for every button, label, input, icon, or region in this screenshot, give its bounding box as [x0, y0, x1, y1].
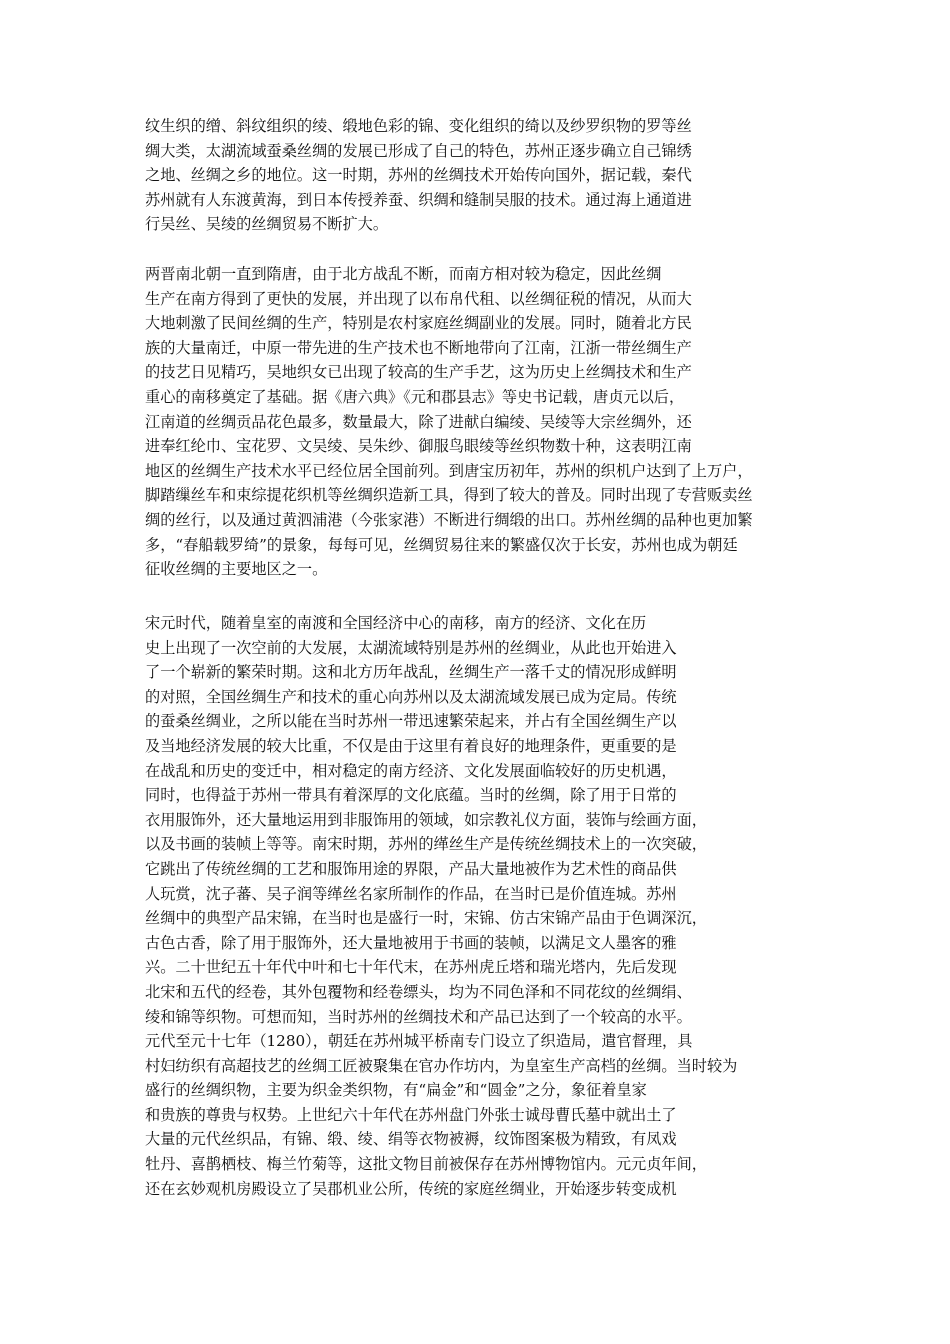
- text-line: 宋元时代，随着皇室的南渡和全国经济中心的南移，南方的经济、文化在历: [145, 614, 647, 632]
- text-line: 多，“春船载罗绮”的景象，每每可见，丝绸贸易往来的繁盛仅次于长安，苏州也成为朝廷: [145, 535, 738, 554]
- text-line: 牡丹、喜鹊栖枝、梅兰竹菊等，这批文物目前被保存在苏州博物馆内。元元贞年间，: [145, 1155, 707, 1174]
- paragraph-3: [145, 611, 810, 1201]
- text-line: 之地、丝绸之乡的地位。这一时期，苏州的丝绸技术开始传向国外，据记载，秦代: [145, 166, 692, 185]
- text-line: 在战乱和历史的变迁中，相对稳定的南方经济、文化发展面临较好的历史机遇，: [145, 761, 677, 780]
- text-line: 的蚕桑丝绸业，之所以能在当时苏州一带迅速繁荣起来，并占有全国丝绸生产以: [145, 712, 677, 731]
- text-line: 大地刺激了民间丝绸的生产，特别是农村家庭丝绸副业的发展。同时，随着北方民: [145, 314, 692, 333]
- text-line: 族的大量南迁，中原一带先进的生产技术也不断地带向了江南，江浙一带丝绸生产: [145, 338, 692, 357]
- text-line: 行吴丝、吴绫的丝绸贸易不断扩大。: [145, 215, 388, 234]
- text-line: 村妇纺织有高超技艺的丝绸工匠被聚集在官办作坊内，为皇室生产高档的丝绸。当时较为: [145, 1056, 738, 1075]
- text-line: 同时，也得益于苏州一带具有着深厚的文化底蕴。当时的丝绸，除了用于日常的: [145, 786, 677, 805]
- text-line: 盛行的丝绸织物，主要为织金类织物，有“扁金”和“圆金”之分，象征着皇家: [145, 1081, 647, 1100]
- text-line: 纹生织的缯、斜纹组织的绫、缎地色彩的锦、变化组织的绮以及纱罗织物的罗等丝: [145, 117, 692, 135]
- text-line: 地区的丝绸生产技术水平已经位居全国前列。到唐宝历初年，苏州的织机户达到了上万户，: [145, 461, 753, 480]
- text-line: 人玩赏，沈子蕃、吴子润等缂丝名家所制作的作品，在当时已是价值连城。苏州: [145, 884, 677, 903]
- text-line: 绸的丝行，以及通过黄泗浦港（今张家港）不断进行绸缎的出口。苏州丝绸的品种也更加繁: [145, 510, 753, 529]
- text-line: 兴。二十世纪五十年代中叶和七十年代末，在苏州虎丘塔和瑞光塔内，先后发现: [145, 958, 677, 977]
- text-line: 两晋南北朝一直到隋唐，由于北方战乱不断，而南方相对较为稳定，因此丝绸: [145, 265, 662, 283]
- text-line: 及当地经济发展的较大比重，不仅是由于这里有着良好的地理条件，更重要的是: [145, 736, 677, 755]
- text-line: 以及书画的装帧上等等。南宋时期，苏州的缂丝生产是传统丝绸技术上的一次突破，: [145, 835, 707, 854]
- text-line: 征收丝绸的主要地区之一。: [145, 560, 328, 579]
- text-line: 进奉红纶巾、宝花罗、文吴绫、吴朱纱、御服鸟眼绫等丝织物数十种，这表明江南: [145, 437, 692, 456]
- text-line: 绫和锦等织物。可想而知，当时苏州的丝绸技术和产品已达到了一个较高的水平。: [145, 1007, 692, 1026]
- text-line: 苏州就有人东渡黄海，到日本传授养蚕、织绸和缝制吴服的技术。通过海上通道进: [145, 190, 692, 209]
- text-line: 大量的元代丝织品，有锦、缎、绫、绢等衣物被褥，纹饰图案极为精致，有凤戏: [145, 1130, 677, 1149]
- text-line: 元代至元十七年（1280），朝廷在苏州城平桥南专门设立了织造局，遣官督理，具: [145, 1032, 693, 1051]
- text-line: 重心的南移奠定了基础。据《唐六典》《元和郡县志》等史书记载，唐贞元以后，: [145, 387, 685, 406]
- text-line: 的对照，全国丝绸生产和技术的重心向苏州以及太湖流域发展已成为定局。传统: [145, 687, 677, 706]
- text-line: 它跳出了传统丝绸的工艺和服饰用途的界限，产品大量地被作为艺术性的商品供: [145, 859, 677, 878]
- paragraph-1: [145, 114, 810, 237]
- text-line: 史上出现了一次空前的大发展，太湖流域特别是苏州的丝绸业，从此也开始进入: [145, 638, 677, 657]
- paragraph-2: [145, 262, 810, 582]
- text-line: 丝绸中的典型产品宋锦，在当时也是盛行一时，宋锦、仿古宋锦产品由于色调深沉，: [145, 909, 707, 928]
- text-line: 江南道的丝绸贡品花色最多，数量最大，除了进献白编绫、吴绫等大宗丝绸外，还: [145, 412, 692, 431]
- text-line: 绸大类，太湖流域蚕桑丝绸的发展已形成了自己的特色，苏州正逐步确立自己锦绣: [145, 141, 692, 160]
- text-line: 脚踏缫丝车和束综提花织机等丝绸织造新工具，得到了较大的普及。同时出现了专营贩卖丝: [145, 486, 753, 505]
- text-line: 衣用服饰外，还大量地运用到非服饰用的领域，如宗教礼仪方面，装饰与绘画方面，: [145, 810, 707, 829]
- text-line: 和贵族的尊贵与权势。上世纪六十年代在苏州盘门外张士诚母曹氏墓中就出土了: [145, 1105, 677, 1124]
- text-line: 古色古香，除了用于服饰外，还大量地被用于书画的装帧，以满足文人墨客的雅: [145, 933, 677, 952]
- text-line: 北宋和五代的经卷，其外包覆物和经卷缥头，均为不同色泽和不同花纹的丝绸绢、: [145, 982, 692, 1001]
- text-line: 了一个崭新的繁荣时期。这和北方历年战乱，丝绸生产一落千丈的情况形成鲜明: [145, 663, 677, 682]
- text-line: 的技艺日见精巧，吴地织女已出现了较高的生产手艺，这为历史上丝绸技术和生产: [145, 363, 692, 382]
- text-line: 还在玄妙观机房殿设立了吴郡机业公所，传统的家庭丝绸业，开始逐步转变成机: [145, 1179, 677, 1198]
- text-line: 生产在南方得到了更快的发展，并出现了以布帛代租、以丝绸征税的情况，从而大: [145, 289, 692, 308]
